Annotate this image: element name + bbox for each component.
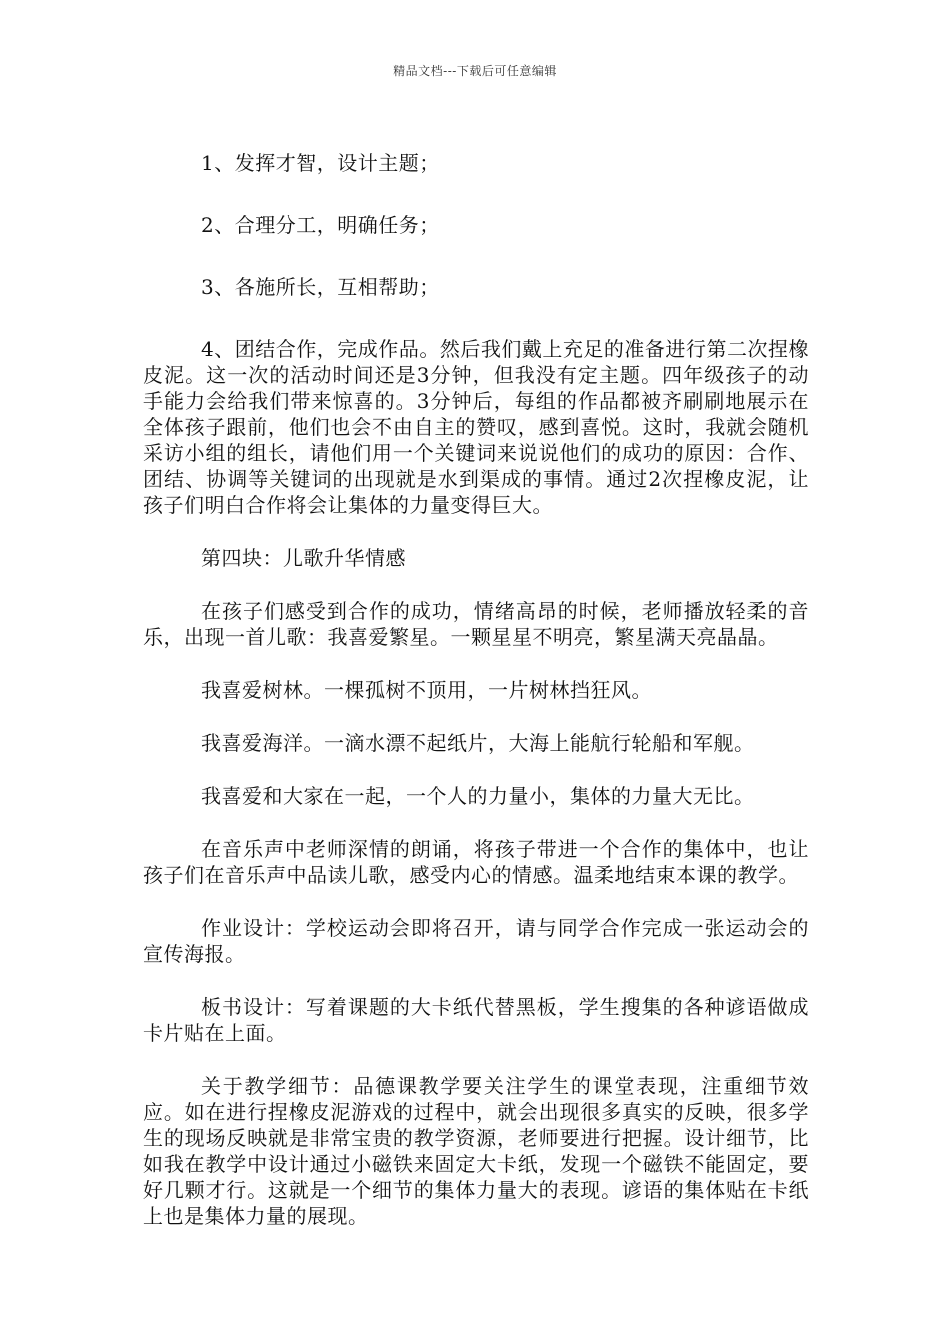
teaching-details: 关于教学细节：品德课教学要关注学生的课堂表现，注重细节效应。如在进行捏橡皮泥游戏的过程中，就会出现很多真实的反映，很多学生的现场反映就是非常宝贵的教学资源，老师要进行把握。设计细节，比如我在教学中设计通过小磁铁来固定大卡纸，发现一个磁铁不能固定，要好几颗才行。这就是一个细节的集体力量大的表现。谚语的集体贴在卡纸上也是集体力量的展现。 xyxy=(143,1074,809,1228)
list-item-1: 1、发挥才智，设计主题； xyxy=(201,151,440,175)
list-item-2: 2、合理分工，明确任务； xyxy=(201,213,440,237)
song-line-trees: 我喜爱树林。一棵孤树不顶用，一片树林挡狂风。 xyxy=(201,678,652,702)
section-heading: 第四块：儿歌升华情感 xyxy=(201,546,406,570)
list-item-3: 3、各施所长，互相帮助； xyxy=(201,275,440,299)
list-item-4: 4、团结合作，完成作品。然后我们戴上充足的准备进行第二次捏橡皮泥。这一次的活动时间还是3分钟，但我没有定主题。四年级孩子的动手能力会给我们带来惊喜的。3分钟后，每组的作品都被齐刷刷地展示在全体孩子跟前，他们也会不由自主的赞叹，感到喜悦。这时，我就会随机采访小组的组长，请他们用一个关键词来说说他们的成功的原因：合作、团结、协调等关键词的出现就是水到渠成的事情。通过2次捏橡皮泥，让孩子们明白合作将会让集体的力量变得巨大。 xyxy=(143,337,809,517)
document-body xyxy=(143,150,809,1256)
body-paragraph: 在孩子们感受到合作的成功，情绪高昂的时候，老师播放轻柔的音乐，出现一首儿歌：我喜爱繁星。一颗星星不明亮，繁星满天亮晶晶。 xyxy=(143,599,809,649)
song-line-together: 我喜爱和大家在一起，一个人的力量小，集体的力量大无比。 xyxy=(201,784,755,808)
board-design: 板书设计：写着课题的大卡纸代替黑板，学生搜集的各种谚语做成卡片贴在上面。 xyxy=(143,995,809,1045)
song-line-ocean: 我喜爱海洋。一滴水漂不起纸片，大海上能航行轮船和军舰。 xyxy=(201,731,755,755)
homework-design: 作业设计：学校运动会即将召开，请与同学合作完成一张运动会的宣传海报。 xyxy=(143,916,809,966)
body-paragraph: 在音乐声中老师深情的朗诵，将孩子带进一个合作的集体中，也让孩子们在音乐声中品读儿歌，感受内心的情感。温柔地结束本课的教学。 xyxy=(143,837,809,887)
page-header: 精品文档---下载后可任意编辑 xyxy=(393,64,557,78)
